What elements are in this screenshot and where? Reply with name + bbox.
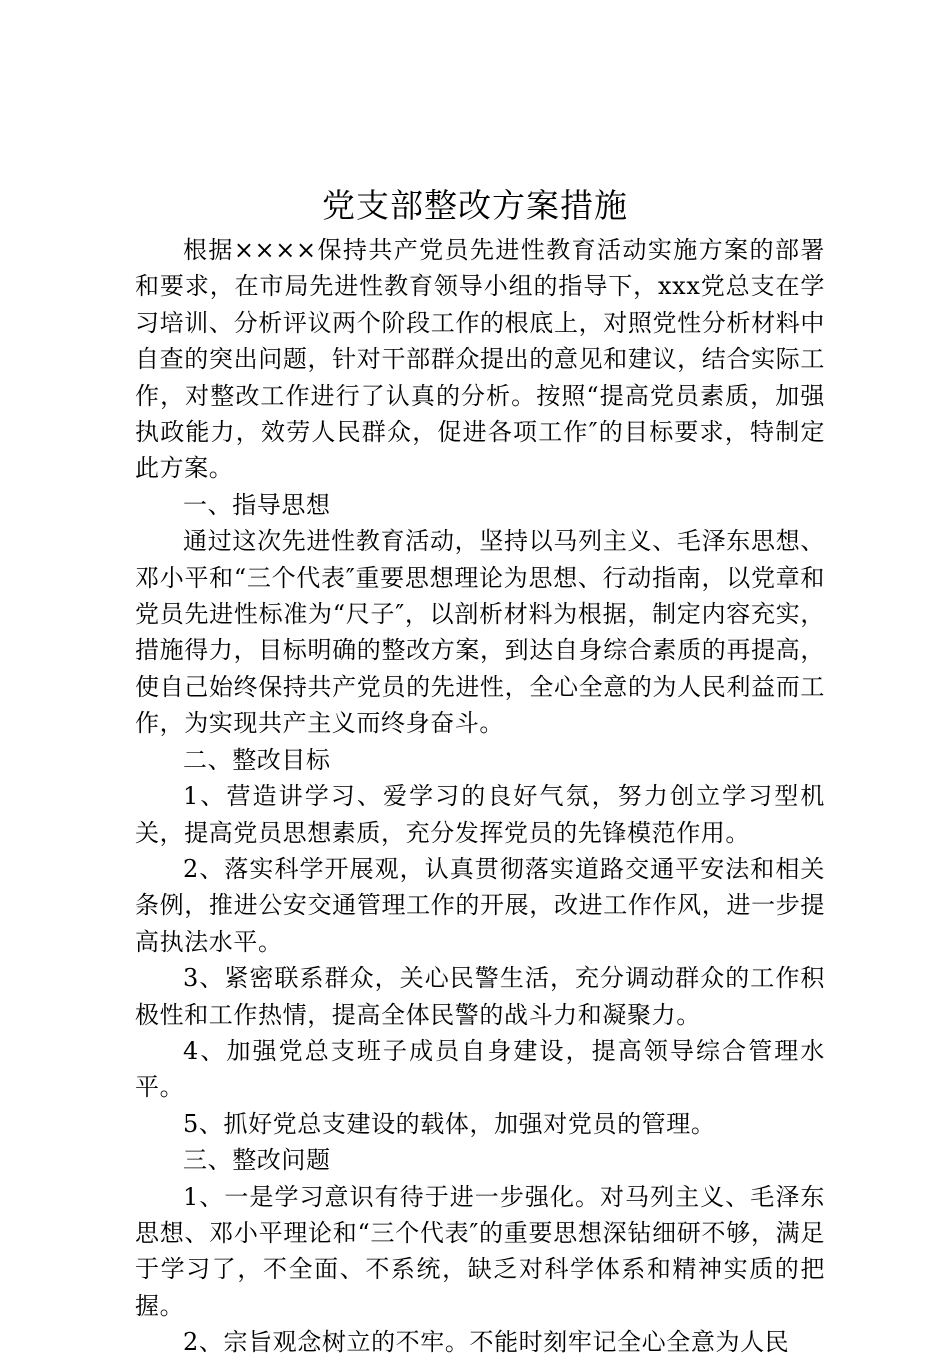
goal-item-4: 4、加强党总支班子成员自身建设，提高领导综合管理水平。: [135, 1036, 825, 1102]
guiding-thought-paragraph: 通过这次先进性教育活动，坚持以马列主义、毛泽东思想、邓小平和“三个代表″重要思想理论为思想、行动指南，以党章和党员先进性标准为“尺子″，以剖析材料为根据，制定内容充实，措施得力，目标明确的整改方案，到达自身综合素质的再提高，使自己始终保持共产党员的先进性，全心全意的为人民利益而工作，为实现共产主义而终身奋斗。: [135, 527, 825, 738]
goal-item-3: 3、紧密联系群众，关心民警生活，充分调动群众的工作积极性和工作热情，提高全体民警的战斗力和凝聚力。: [135, 964, 825, 1029]
issue-item-1: 1、一是学习意识有待于进一步强化。对马列主义、毛泽东思想、邓小平理论和“三个代表″的重要思想深钻细研不够，满足于学习了，不全面、不系统，缺乏对科学体系和精神实质的把握。: [135, 1182, 825, 1320]
section-heading-guiding-thought: 一、指导思想: [183, 490, 331, 519]
goal-item-2: 2、落实科学开展观，认真贯彻落实道路交通平安法和相关条例，推进公安交通管理工作的开展，改进工作作风，进一步提高执法水平。: [135, 854, 825, 956]
section-heading-rectification-issues: 三、整改问题: [183, 1146, 331, 1175]
issue-item-2: 2、宗旨观念树立的不牢。不能时刻牢记全心全意为人民: [183, 1328, 790, 1357]
document-title: 党支部整改方案措施: [322, 186, 628, 225]
document-body: [135, 232, 825, 1361]
goal-item-5: 5、抓好党总支建设的载体，加强对党员的管理。: [183, 1109, 716, 1138]
intro-paragraph: 根据××××保持共产党员先进性教育活动实施方案的部署和要求，在市局先进性教育领导小组的指导下，xxx党总支在学习培训、分析评议两个阶段工作的根底上，对照党性分析材料中自查的突出问题，针对干部群众提出的意见和建议，结合实际工作，对整改工作进行了认真的分析。按照“提高党员素质，加强执政能力，效劳人民群众，促进各项工作″的目标要求，特制定此方案。: [135, 236, 825, 483]
section-heading-rectification-goals: 二、整改目标: [183, 745, 331, 774]
goal-item-1: 1、营造讲学习、爱学习的良好气氛，努力创立学习型机关，提高党员思想素质，充分发挥党员的先锋模范作用。: [135, 782, 825, 847]
